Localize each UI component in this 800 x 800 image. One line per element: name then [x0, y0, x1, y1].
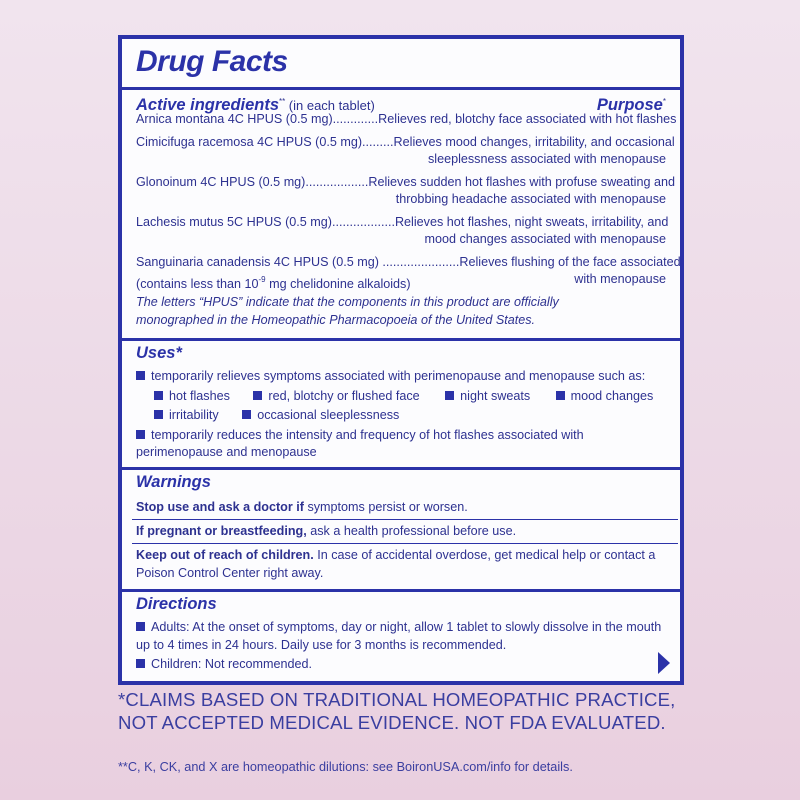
hpus-note: The letters “HPUS” indicate that the components in this product are officially: [136, 295, 559, 309]
ingredient-row: [136, 174, 675, 191]
warning-bold: If pregnant or breastfeeding,: [136, 524, 307, 538]
warnings-header: Warnings: [136, 473, 211, 491]
bullet-square-icon: [253, 391, 262, 400]
bullet-square-icon: [136, 371, 145, 380]
continue-arrow-icon: [658, 652, 670, 674]
directions-children: [136, 656, 666, 673]
ingredient-purpose-cont: with menopause: [574, 272, 666, 286]
warning-children: [136, 547, 666, 564]
warning-children-cont: Poison Control Center right away.: [136, 566, 324, 580]
symptom: hot flashes: [169, 389, 230, 403]
ingredient-purpose-cont: mood changes associated with menopause: [424, 232, 666, 246]
bullet-square-icon: [136, 622, 145, 631]
bullet-square-icon: [445, 391, 454, 400]
symptom: red, blotchy or flushed face: [268, 389, 420, 403]
warning-text: In case of accidental overdose, get medical help or contact a: [313, 548, 656, 562]
uses-item: [136, 368, 666, 385]
symptom: occasional sleeplessness: [257, 408, 400, 422]
directions-header: Directions: [136, 595, 217, 613]
directions-text: Children: Not recommended.: [151, 657, 312, 671]
uses-text: temporarily reduces the intensity and frequency of hot flashes associated with: [151, 428, 584, 442]
claims-disclaimer: [118, 688, 688, 734]
ingredient-name: Arnica montana 4C HPUS (0.5 mg).............: [136, 112, 379, 126]
ingredient-purpose: Relieves red, blotchy face associated with hot flashes: [378, 112, 677, 126]
directions-text: Adults: At the onset of symptoms, day or night, allow 1 tablet to slowly dissolve in the mouth: [151, 620, 662, 634]
claims-line: *CLAIMS BASED ON TRADITIONAL HOMEOPATHIC PRACTICE,: [118, 689, 676, 710]
ingredient-note: [136, 271, 411, 293]
bullet-square-icon: [136, 430, 145, 439]
symptom: irritability: [169, 408, 219, 422]
bullet-square-icon: [154, 391, 163, 400]
ingredient-purpose-cont: throbbing headache associated with menopause: [395, 192, 666, 206]
uses-item: [136, 427, 666, 444]
drug-facts-title: Drug Facts: [136, 45, 288, 78]
ingredient-purpose: Relieves sudden hot flashes with profuse sweating and: [368, 175, 675, 189]
warning-text: ask a health professional before use.: [306, 524, 517, 538]
directions-adults-cont: up to 4 times in 24 hours. Daily use for 3 months is recommended.: [136, 638, 507, 652]
bullet-square-icon: [136, 659, 145, 668]
ingredient-purpose: Relieves flushing of the face associated: [459, 255, 681, 269]
bullet-square-icon: [556, 391, 565, 400]
warning-pregnant: [136, 523, 666, 540]
alkaloid-note-sup: -9: [258, 275, 266, 284]
directions-divider: [122, 589, 680, 592]
uses-text: temporarily relieves symptoms associated with perimenopause and menopause such as:: [151, 369, 646, 383]
alkaloid-note-a: (contains less than 10: [136, 277, 259, 291]
bullet-square-icon: [154, 410, 163, 419]
uses-text-cont: perimenopause and menopause: [136, 445, 317, 459]
active-ingredients-header: Active ingredients: [136, 96, 280, 114]
warning-text: symptoms persist or worsen.: [303, 500, 468, 514]
ingredient-name: Cimicifuga racemosa 4C HPUS (0.5 mg).........: [136, 135, 394, 149]
ingredient-name: Sanguinaria canadensis 4C HPUS (0.5 mg) ......................: [136, 255, 460, 269]
ingredient-purpose: Relieves mood changes, irritability, and occasional: [393, 135, 675, 149]
symptom: mood changes: [570, 389, 654, 403]
uses-divider: [122, 338, 680, 341]
alkaloid-note-b: mg chelidonine alkaloids): [265, 277, 411, 291]
warning-bold: Keep out of reach of children.: [136, 548, 314, 562]
warning-divider: [132, 543, 678, 544]
warning-stop-use: [136, 499, 666, 516]
purpose-header: Purpose: [596, 96, 663, 114]
ingredient-row: [136, 271, 666, 293]
ingredient-row: [136, 111, 677, 128]
bullet-square-icon: [242, 410, 251, 419]
directions-adults: [136, 619, 666, 636]
ingredient-row: [136, 134, 675, 151]
symptom: night sweats: [460, 389, 531, 403]
claims-line: NOT ACCEPTED MEDICAL EVIDENCE. NOT FDA EVALUATED.: [118, 712, 666, 733]
active-header-sub: (in each tablet): [288, 98, 375, 113]
purpose-sup: *: [662, 97, 666, 106]
ingredient-purpose-cont: sleeplessness associated with menopause: [427, 152, 666, 166]
symptom-row: [154, 388, 666, 405]
hpus-note: monographed in the Homeopathic Pharmacopoeia of the United States.: [136, 313, 536, 327]
dilution-note: **C, K, CK, and X are homeopathic dilutions: see BoironUSA.com/info for details.: [118, 760, 573, 774]
warning-bold: Stop use and ask a doctor if: [136, 500, 304, 514]
active-header-sup: **: [279, 97, 286, 106]
uses-header: Uses*: [136, 344, 182, 362]
ingredient-name: Glonoinum 4C HPUS (0.5 mg)..................: [136, 175, 369, 189]
ingredient-row: [136, 214, 669, 231]
warnings-divider: [122, 467, 680, 470]
symptom-row: [154, 407, 666, 424]
title-divider: [122, 87, 680, 90]
warning-divider: [132, 519, 678, 520]
ingredient-row: [136, 254, 681, 271]
drug-facts-panel: [118, 35, 684, 685]
ingredient-name: Lachesis mutus 5C HPUS (0.5 mg)..................: [136, 215, 395, 229]
ingredient-purpose: Relieves hot flashes, night sweats, irritability, and: [394, 215, 669, 229]
